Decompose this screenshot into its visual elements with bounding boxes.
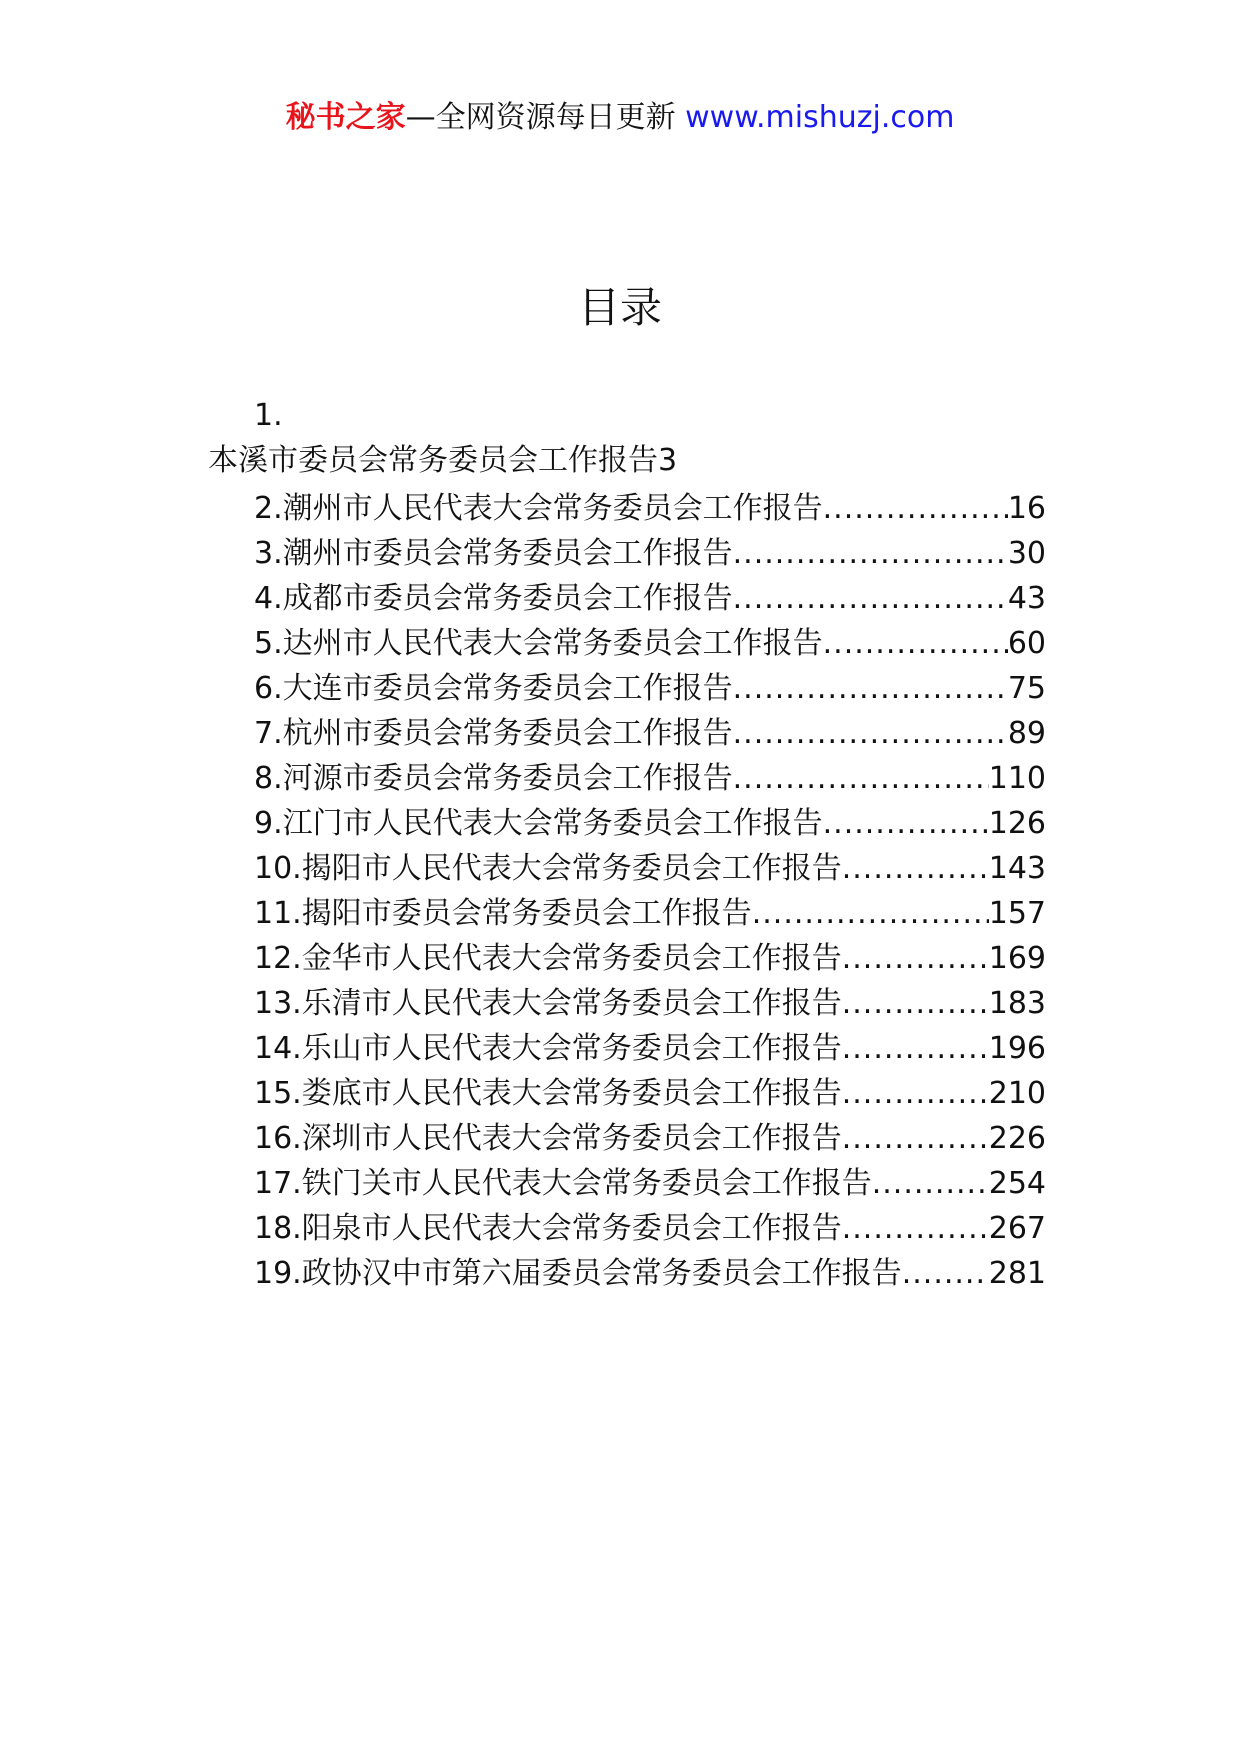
brand-name: 秘书之家 xyxy=(285,100,406,135)
toc-item-label: 6.大连市委员会常务委员会工作报告 xyxy=(254,671,733,706)
toc-leader-dots xyxy=(842,936,989,981)
toc-item-page: 89 xyxy=(1007,716,1046,751)
site-url-link[interactable]: www.mishuzj.com xyxy=(685,100,955,135)
toc-item-page: 16 xyxy=(1007,491,1046,526)
toc-item-label: 5.达州市人民代表大会常务委员会工作报告 xyxy=(254,626,823,661)
toc-item[interactable] xyxy=(254,981,1046,1026)
toc-item-label: 16.深圳市人民代表大会常务委员会工作报告 xyxy=(254,1121,842,1156)
toc-item-label: 19.政协汉中市第六届委员会常务委员会工作报告 xyxy=(254,1256,902,1291)
toc-item-page: 281 xyxy=(988,1256,1046,1291)
toc-leader-dots xyxy=(902,1251,989,1296)
toc-item-page: 210 xyxy=(988,1076,1046,1111)
toc-item-page: 226 xyxy=(988,1121,1046,1156)
toc-item-label: 13.乐清市人民代表大会常务委员会工作报告 xyxy=(254,986,842,1021)
toc-leader-dots xyxy=(752,891,989,936)
toc-leader-dots xyxy=(733,576,1008,621)
toc-leader-dots xyxy=(733,756,989,801)
toc-item-1-number[interactable]: 1. xyxy=(254,398,283,433)
toc-leader-dots xyxy=(733,531,1008,576)
toc-item-page: 169 xyxy=(988,941,1046,976)
toc-item-page: 143 xyxy=(988,851,1046,886)
toc-leader-dots xyxy=(842,846,989,891)
toc-item-label: 7.杭州市委员会常务委员会工作报告 xyxy=(254,716,733,751)
toc-leader-dots xyxy=(823,801,989,846)
toc-item-label: 4.成都市委员会常务委员会工作报告 xyxy=(254,581,733,616)
toc-item-1-text[interactable]: 本溪市委员会常务委员会工作报告3 xyxy=(208,443,678,478)
toc-item-label: 11.揭阳市委员会常务委员会工作报告 xyxy=(254,896,752,931)
toc-item-page: 267 xyxy=(988,1211,1046,1246)
toc-item[interactable] xyxy=(254,846,1046,891)
toc-item-label: 8.河源市委员会常务委员会工作报告 xyxy=(254,761,733,796)
toc-leader-dots xyxy=(733,711,1008,756)
site-header xyxy=(0,98,1240,138)
toc-item[interactable] xyxy=(254,666,1046,711)
toc-item[interactable] xyxy=(254,1161,1046,1206)
toc-leader-dots xyxy=(872,1161,989,1206)
toc-item-page: 43 xyxy=(1007,581,1046,616)
page-title: 目录 xyxy=(577,283,662,332)
header-slogan: —全网资源每日更新 xyxy=(405,100,676,135)
toc-item[interactable] xyxy=(254,486,1046,531)
toc-leader-dots xyxy=(733,666,1008,711)
toc-leader-dots xyxy=(823,621,1008,666)
toc-item[interactable] xyxy=(254,576,1046,621)
toc-leader-dots xyxy=(842,1206,989,1251)
toc-item-page: 126 xyxy=(988,806,1046,841)
toc-item-label: 3.潮州市委员会常务委员会工作报告 xyxy=(254,536,733,571)
toc-leader-dots xyxy=(842,981,989,1026)
toc-leader-dots xyxy=(842,1026,989,1071)
toc-item[interactable] xyxy=(254,1251,1046,1296)
toc-item[interactable] xyxy=(254,711,1046,756)
toc-item-label: 15.娄底市人民代表大会常务委员会工作报告 xyxy=(254,1076,842,1111)
toc-leader-dots xyxy=(842,1071,989,1116)
toc-item[interactable] xyxy=(254,756,1046,801)
toc-item[interactable] xyxy=(254,1116,1046,1161)
toc-item[interactable] xyxy=(254,1206,1046,1251)
toc-item[interactable] xyxy=(254,1026,1046,1071)
toc-item[interactable] xyxy=(254,531,1046,576)
toc-item-page: 110 xyxy=(988,761,1046,796)
toc-item-label: 14.乐山市人民代表大会常务委员会工作报告 xyxy=(254,1031,842,1066)
toc-item[interactable] xyxy=(254,936,1046,981)
toc-item[interactable] xyxy=(254,801,1046,846)
toc-item-page: 254 xyxy=(988,1166,1046,1201)
toc-item-label: 10.揭阳市人民代表大会常务委员会工作报告 xyxy=(254,851,842,886)
toc-leader-dots xyxy=(823,486,1008,531)
toc-item-page: 30 xyxy=(1007,536,1046,571)
toc-item-label: 2.潮州市人民代表大会常务委员会工作报告 xyxy=(254,491,823,526)
toc-item-label: 18.阳泉市人民代表大会常务委员会工作报告 xyxy=(254,1211,842,1246)
toc-item-label: 17.铁门关市人民代表大会常务委员会工作报告 xyxy=(254,1166,872,1201)
toc-item-page: 183 xyxy=(988,986,1046,1021)
toc-item-label: 9.江门市人民代表大会常务委员会工作报告 xyxy=(254,806,823,841)
toc-leader-dots xyxy=(842,1116,989,1161)
toc-item[interactable] xyxy=(254,891,1046,936)
table-of-contents xyxy=(254,486,1046,1296)
toc-item-page: 157 xyxy=(988,896,1046,931)
toc-item[interactable] xyxy=(254,1071,1046,1116)
toc-item-page: 196 xyxy=(988,1031,1046,1066)
toc-item[interactable] xyxy=(254,621,1046,666)
toc-item-label: 12.金华市人民代表大会常务委员会工作报告 xyxy=(254,941,842,976)
toc-item-page: 75 xyxy=(1007,671,1046,706)
toc-item-page: 60 xyxy=(1007,626,1046,661)
